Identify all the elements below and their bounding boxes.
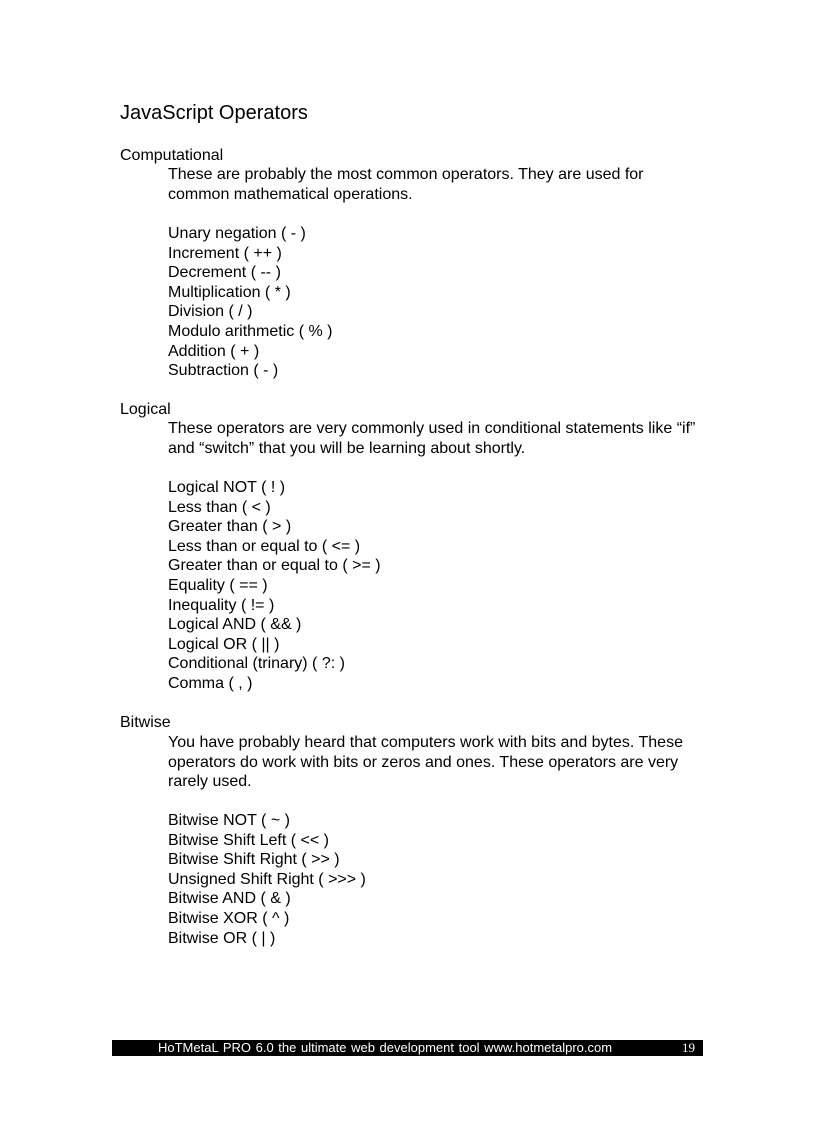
list-item: Bitwise AND ( & ) [168, 890, 291, 908]
operator-list-bitwise [168, 811, 728, 948]
list-item: Division ( / ) [168, 303, 253, 321]
list-item: Logical AND ( && ) [168, 616, 302, 634]
list-item: Bitwise Shift Right ( >> ) [168, 851, 340, 869]
list-item: Greater than or equal to ( >= ) [168, 557, 381, 575]
list-item: Logical OR ( || ) [168, 635, 280, 653]
list-item: Decrement ( -- ) [168, 264, 281, 282]
description-line: operators do work with bits or zeros and ones. These operators are very [168, 753, 679, 771]
operator-list-logical [168, 478, 728, 694]
list-item: Subtraction ( - ) [168, 362, 279, 380]
list-item: Bitwise XOR ( ^ ) [168, 909, 290, 927]
page-title: JavaScript Operators [120, 102, 308, 124]
section-description-logical [168, 419, 728, 458]
section-title-computational: Computational [120, 147, 224, 164]
list-item: Conditional (trinary) ( ?: ) [168, 655, 345, 673]
list-item: Unary negation ( - ) [168, 225, 306, 242]
list-item: Logical NOT ( ! ) [168, 479, 286, 496]
list-item: Bitwise Shift Left ( << ) [168, 831, 329, 849]
section-description-bitwise [168, 733, 728, 792]
list-item: Equality ( == ) [168, 576, 268, 594]
list-item: Increment ( ++ ) [168, 244, 282, 262]
list-item: Inequality ( != ) [168, 596, 275, 614]
page-footer [112, 1040, 703, 1056]
description-line: These are probably the most common operators. They are used for [168, 166, 644, 183]
list-item: Unsigned Shift Right ( >>> ) [168, 870, 366, 888]
list-item: Greater than ( > ) [168, 518, 292, 536]
list-item: Less than or equal to ( <= ) [168, 537, 361, 555]
list-item: Less than ( < ) [168, 498, 271, 516]
description-line: common mathematical operations. [168, 185, 413, 203]
description-line: rarely used. [168, 773, 252, 791]
description-line: These operators are very commonly used in conditional statements like “if” [168, 420, 696, 437]
section-description-computational [168, 165, 728, 204]
operator-list-computational [168, 224, 728, 381]
list-item: Bitwise OR ( | ) [168, 929, 276, 947]
section-title-bitwise: Bitwise [120, 714, 171, 731]
footer-text: HoTMetaL PRO 6.0 the ultimate web development tool www.hotmetalpro.com [158, 1040, 613, 1055]
page-number: 19 [682, 1040, 695, 1055]
description-line: and “switch” that you will be learning about shortly. [168, 439, 526, 457]
section-title-logical: Logical [120, 401, 171, 418]
list-item: Multiplication ( * ) [168, 283, 291, 301]
list-item: Bitwise NOT ( ~ ) [168, 812, 290, 829]
list-item: Addition ( + ) [168, 342, 260, 360]
list-item: Comma ( , ) [168, 674, 253, 692]
description-line: You have probably heard that computers work with bits and bytes. These [168, 734, 683, 751]
list-item: Modulo arithmetic ( % ) [168, 322, 333, 340]
